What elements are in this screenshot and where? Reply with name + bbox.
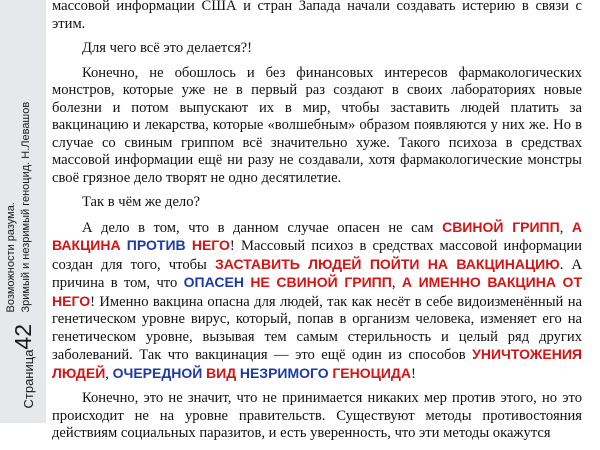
sidebar-rotated-text	[0, 0, 46, 423]
paragraph-4: Так в чём же дело?	[82, 194, 200, 210]
page-number: 42	[9, 323, 36, 350]
book-title: Возможности разума.	[5, 202, 17, 313]
paragraph-6: Конечно, это не значит, что не принимается никаких мер против этого, но это происходит не на уровне правительств. Существуют методы противостояния действиям социальных паразитов, и есть уверенность, что эти методы окажутся	[52, 390, 582, 441]
paragraph-3: Конечно, не обошлось и без финансовых интересов фармакологических монстров, которые уже не в первый раз создают в своих лабораториях новые болезни и потом выпускают их в мир, чтобы заставить людей платить за вакцинацию и лекарства, которые «волшебным» образом появляются у них же. Но в случае со свиным гриппом всё значительно хуже. Такого психоза в средствах массовой информации ещё ни разу не создавали, хотя фармакологические монстры своё грязное дело творят не одно десятилетие.	[52, 64, 582, 186]
text-run: ,	[391, 275, 402, 291]
text-run: ! Массовый психоз в средствах массовой информации создан для того, чтобы	[52, 238, 582, 273]
text-run: !	[410, 365, 416, 382]
page-content	[52, 0, 582, 450]
emphasis-swine-flu: СВИНОЙ ГРИПП	[442, 218, 560, 235]
emphasis-kind: ВИД	[206, 364, 237, 381]
text-run: . А причина в том, что	[52, 256, 582, 291]
emphasis-invisible: НЕЗРИМОГО	[239, 364, 329, 381]
emphasis-genocide: ГЕНОЦИДА	[332, 364, 411, 381]
book-title-block	[4, 3, 34, 313]
book-subtitle: Зримый и незримый геноцид. Н.Левашов	[20, 101, 32, 313]
emphasis-force-vaccination: ЗАСТАВИТЬ ЛЮДЕЙ ПОЙТИ НА ВАКЦИНАЦИЮ	[214, 255, 560, 272]
text-run: ,	[559, 219, 572, 236]
emphasis-not-swine-flu: НЕ СВИНОЙ ГРИПП	[250, 274, 392, 290]
paragraph-5	[52, 219, 582, 384]
text-run: А дело в том, что в данном случае опасен не сам	[82, 219, 443, 236]
emphasis-against: ПРОТИВ	[126, 237, 186, 253]
emphasis-dangerous: ОПАСЕН	[183, 274, 244, 290]
paragraph-1: массовой информации США и стран Запада начали создавать истерию в связи с этим.	[52, 0, 582, 32]
page-number-block	[0, 324, 46, 409]
page-sidebar	[0, 0, 46, 423]
text-run: ! Именно вакцина опасна для людей, так как несёт в себе видоизменённый на генетическом уровне вирус, который, попав в организм человека, изменяет его на генетическом уровне, вызывая тем самым стерильность и целый ряд других заболеваний. Так что вакцинация — это ещё один из способов	[52, 293, 582, 363]
emphasis-it: НЕГО	[191, 237, 230, 253]
paragraph-2: Для чего всё это делается?!	[82, 40, 253, 56]
emphasis-but-vaccine: А ВАКЦИНА	[52, 218, 583, 253]
emphasis-destroying-people: УНИЧТОЖЕНИЯ ЛЮДЕЙ	[52, 346, 582, 381]
page-label: Страница	[20, 349, 36, 409]
emphasis-another: ОЧЕРЕДНОЙ	[112, 364, 203, 381]
emphasis-vaccine-itself: А ИМЕННО ВАКЦИНА ОТ НЕГО	[52, 274, 582, 309]
text-run: ,	[105, 365, 113, 382]
